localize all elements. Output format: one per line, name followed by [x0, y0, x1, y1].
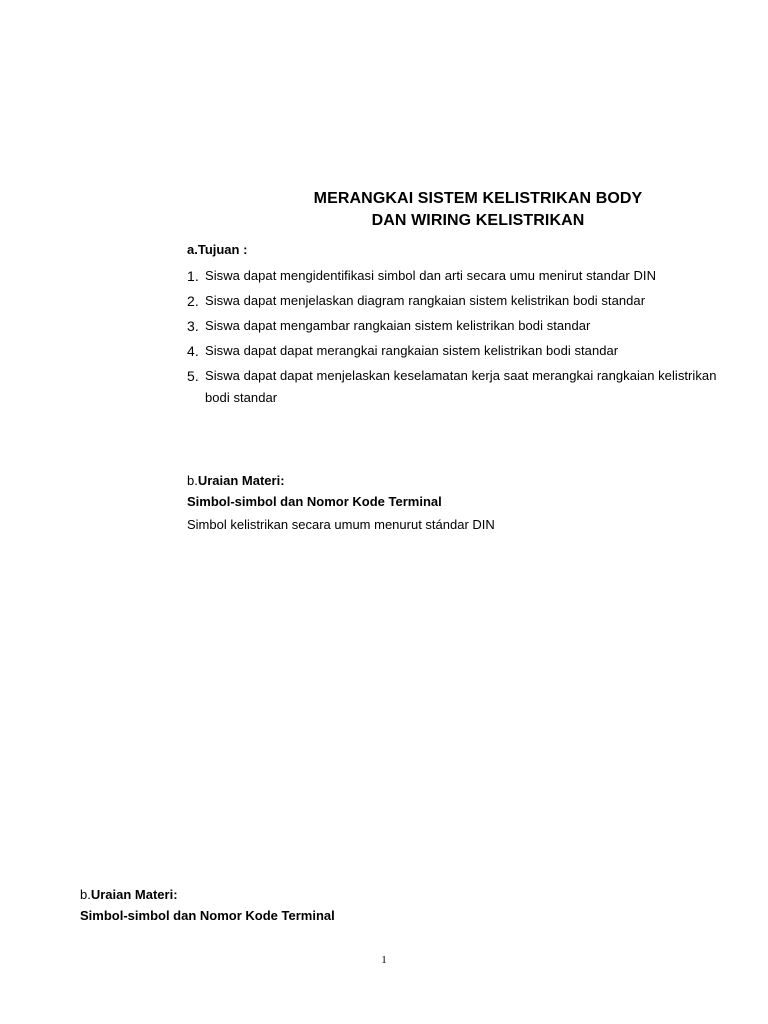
section-b-body: Simbol kelistrikan secara umum menurut stándar DIN [187, 517, 495, 532]
list-item [187, 315, 727, 337]
list-item-number: 1. [187, 268, 199, 284]
section-b-prefix: b. [187, 473, 198, 488]
section-b-repeat-heading [80, 887, 178, 903]
section-b-subheading: Simbol-simbol dan Nomor Kode Terminal [187, 494, 442, 509]
list-item-number: 3. [187, 318, 199, 334]
list-item-text: Siswa dapat menjelaskan diagram rangkaian sistem kelistrikan bodi standar [205, 293, 646, 308]
list-item-text: Siswa dapat mengidentifikasi simbol dan arti secara umu menirut standar DIN [205, 268, 657, 283]
section-b-repeat-title: Uraian Materi: [90, 887, 178, 902]
list-item-text: Siswa dapat dapat menjelaskan keselamatan kerja saat merangkai rangkaian kelistrikan bodi standar [205, 368, 717, 405]
objectives-list [187, 265, 727, 412]
list-item [187, 365, 727, 409]
list-item [187, 340, 727, 362]
section-a-heading: a.Tujuan : [187, 242, 248, 257]
section-b-heading [187, 473, 285, 489]
section-b-title: Uraian Materi: [197, 473, 285, 488]
list-item-text: Siswa dapat dapat merangkai rangkaian sistem kelistrikan bodi standar [205, 343, 619, 358]
list-item [187, 265, 727, 287]
list-item-number: 2. [187, 293, 199, 309]
document-title [188, 188, 768, 232]
list-item [187, 290, 727, 312]
list-item-text: Siswa dapat mengambar rangkaian sistem kelistrikan bodi standar [205, 318, 591, 333]
list-item-number: 5. [187, 368, 199, 384]
title-line-1: MERANGKAI SISTEM KELISTRIKAN BODY [313, 190, 643, 207]
page-number: 1 [381, 954, 387, 966]
section-b-repeat-subheading: Simbol-simbol dan Nomor Kode Terminal [80, 908, 335, 923]
title-line-2: DAN WIRING KELISTRIKAN [371, 212, 585, 229]
list-item-number: 4. [187, 343, 199, 359]
section-b-repeat-prefix: b. [80, 887, 91, 902]
